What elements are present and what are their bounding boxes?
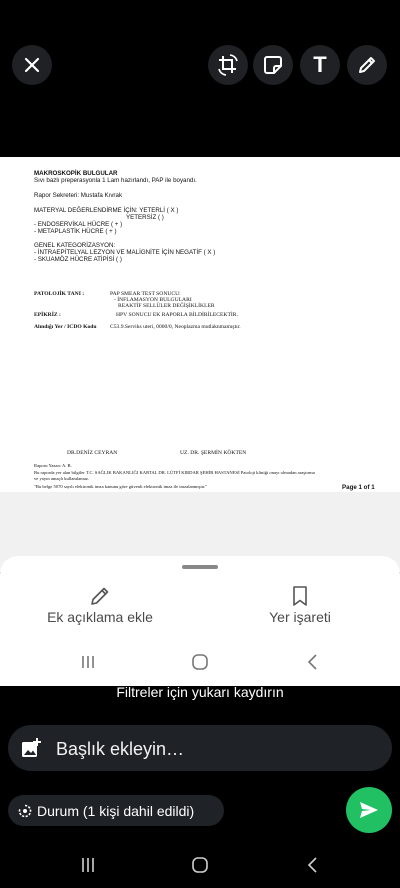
sample-label: Alındığı Yer / ICDO Kodu bbox=[34, 324, 97, 330]
draw-button[interactable] bbox=[347, 45, 387, 85]
status-chip-label: Durum (1 kişi dahil edildi) bbox=[37, 802, 195, 819]
sample-text: C53.9.Serviks uteri, 0000/0, Neoplazma mutlaknmamıştır. bbox=[110, 324, 241, 330]
footer-notice-1: Bu raporda yer alan bilgiler T.C. SAĞLIK BAKANLIĞI KARTAL DR. LÜTFİ KIRDAR ŞEHİR HASTANESİ Patoloji kliniği onayı olmadan araştırma bbox=[34, 470, 315, 475]
home-icon[interactable] bbox=[191, 653, 209, 671]
close-icon bbox=[23, 56, 41, 74]
pencil-icon bbox=[89, 585, 111, 607]
send-icon bbox=[358, 799, 380, 821]
diagnosis-line-2: - İNFLAMASYON BULGULARI bbox=[114, 297, 192, 303]
filters-hint: Filtreler için yukarı kaydırın bbox=[116, 684, 284, 700]
diagnosis-line-3: REAKTİF SELLÜLER DEĞİŞİKLİKLER bbox=[118, 303, 215, 309]
footer-notice-2: ve yayın amaçlı kullanılamaz. bbox=[34, 476, 90, 481]
footer-notice-3: "Bu belge 5070 sayılı elektronik imza kanunu göre güvenli elektronik imza ile imzalanmıştır." bbox=[34, 484, 208, 489]
add-image-icon[interactable] bbox=[20, 737, 42, 759]
back-icon[interactable] bbox=[306, 653, 320, 671]
status-icon bbox=[18, 804, 32, 818]
diagnosis-line-1: PAP SMEAR TEST SONUCU: bbox=[110, 291, 181, 297]
text-tool-button[interactable] bbox=[300, 45, 340, 85]
general-category-atypia: - SKUAMÖZ HÜCRE ATİPİSİ ( ) bbox=[34, 256, 122, 263]
bookmark-icon bbox=[291, 585, 309, 607]
general-category-title: GENEL KATEGORİZASYON: bbox=[34, 242, 116, 249]
recent-apps-icon[interactable] bbox=[80, 654, 96, 670]
bookmark-button[interactable] bbox=[240, 585, 360, 627]
add-note-label: Ek açıklama ekle bbox=[47, 609, 153, 625]
add-note-button[interactable] bbox=[40, 585, 160, 627]
report-secretary: Rapor Sekreteri: Mustafa Kıvrak bbox=[34, 192, 123, 199]
sticker-button[interactable] bbox=[253, 45, 293, 85]
sheet-drag-handle[interactable] bbox=[182, 565, 218, 569]
crop-rotate-icon bbox=[216, 53, 240, 77]
home-icon[interactable] bbox=[191, 856, 209, 874]
report-document[interactable] bbox=[0, 157, 400, 492]
adequacy-inadequate: YETERSİZ ( ) bbox=[126, 214, 164, 221]
status-audience-chip[interactable] bbox=[8, 795, 224, 826]
bookmark-label: Yer işareti bbox=[269, 609, 331, 625]
sticker-icon bbox=[262, 54, 284, 76]
macroscopic-title: MAKROSKOPİK BULGULAR bbox=[34, 170, 118, 177]
text-tool-icon: T bbox=[313, 52, 327, 77]
endocervical-cell: - ENDOSERVİKAL HÜCRE ( + ) bbox=[34, 221, 123, 228]
signature-doctor-1: DR.DENİZ CEYRAN bbox=[67, 450, 118, 456]
pencil-icon bbox=[356, 54, 378, 76]
system-nav-bar-light bbox=[0, 640, 400, 686]
caption-bar bbox=[8, 725, 392, 771]
recent-apps-icon[interactable] bbox=[80, 856, 96, 874]
report-writer: Raporu Yazan: A. B. bbox=[34, 463, 72, 468]
system-nav-bar-dark bbox=[0, 842, 400, 888]
metaplastic-cell: - METAPLASTİK HÜCRE ( + ) bbox=[34, 228, 117, 235]
diagnosis-label: PATOLOJİK TANI : bbox=[34, 291, 85, 297]
editor-toolbar bbox=[0, 0, 400, 130]
macroscopic-text: Sıvı bazlı preperasyonla 1 Lam hazırlandı, PAP ile boyandı. bbox=[34, 177, 197, 184]
general-category-negative: - İNTRAEPİTELYAL LEZYON VE MALİGNİTE İÇİN NEGATİF ( X ) bbox=[34, 249, 216, 256]
send-button[interactable] bbox=[346, 787, 392, 833]
close-button[interactable] bbox=[12, 45, 52, 85]
crop-rotate-button[interactable] bbox=[208, 45, 248, 85]
signature-doctor-2: UZ. DR. ŞERMİN KÖKTEN bbox=[180, 450, 247, 456]
caption-input[interactable] bbox=[54, 725, 378, 773]
epicrisis-label: EPİKRİZ : bbox=[34, 312, 61, 318]
page-info: Page 1 of 1 bbox=[342, 484, 375, 491]
adequacy-adequate: MATERYAL DEĞERLENDİRME İÇİN: YETERLİ ( X ) bbox=[34, 207, 179, 214]
epicrisis-text: HPV SONUCU EK RAPORLA BİLDİRİLECEKTİR. bbox=[116, 312, 238, 318]
back-icon[interactable] bbox=[306, 856, 320, 874]
